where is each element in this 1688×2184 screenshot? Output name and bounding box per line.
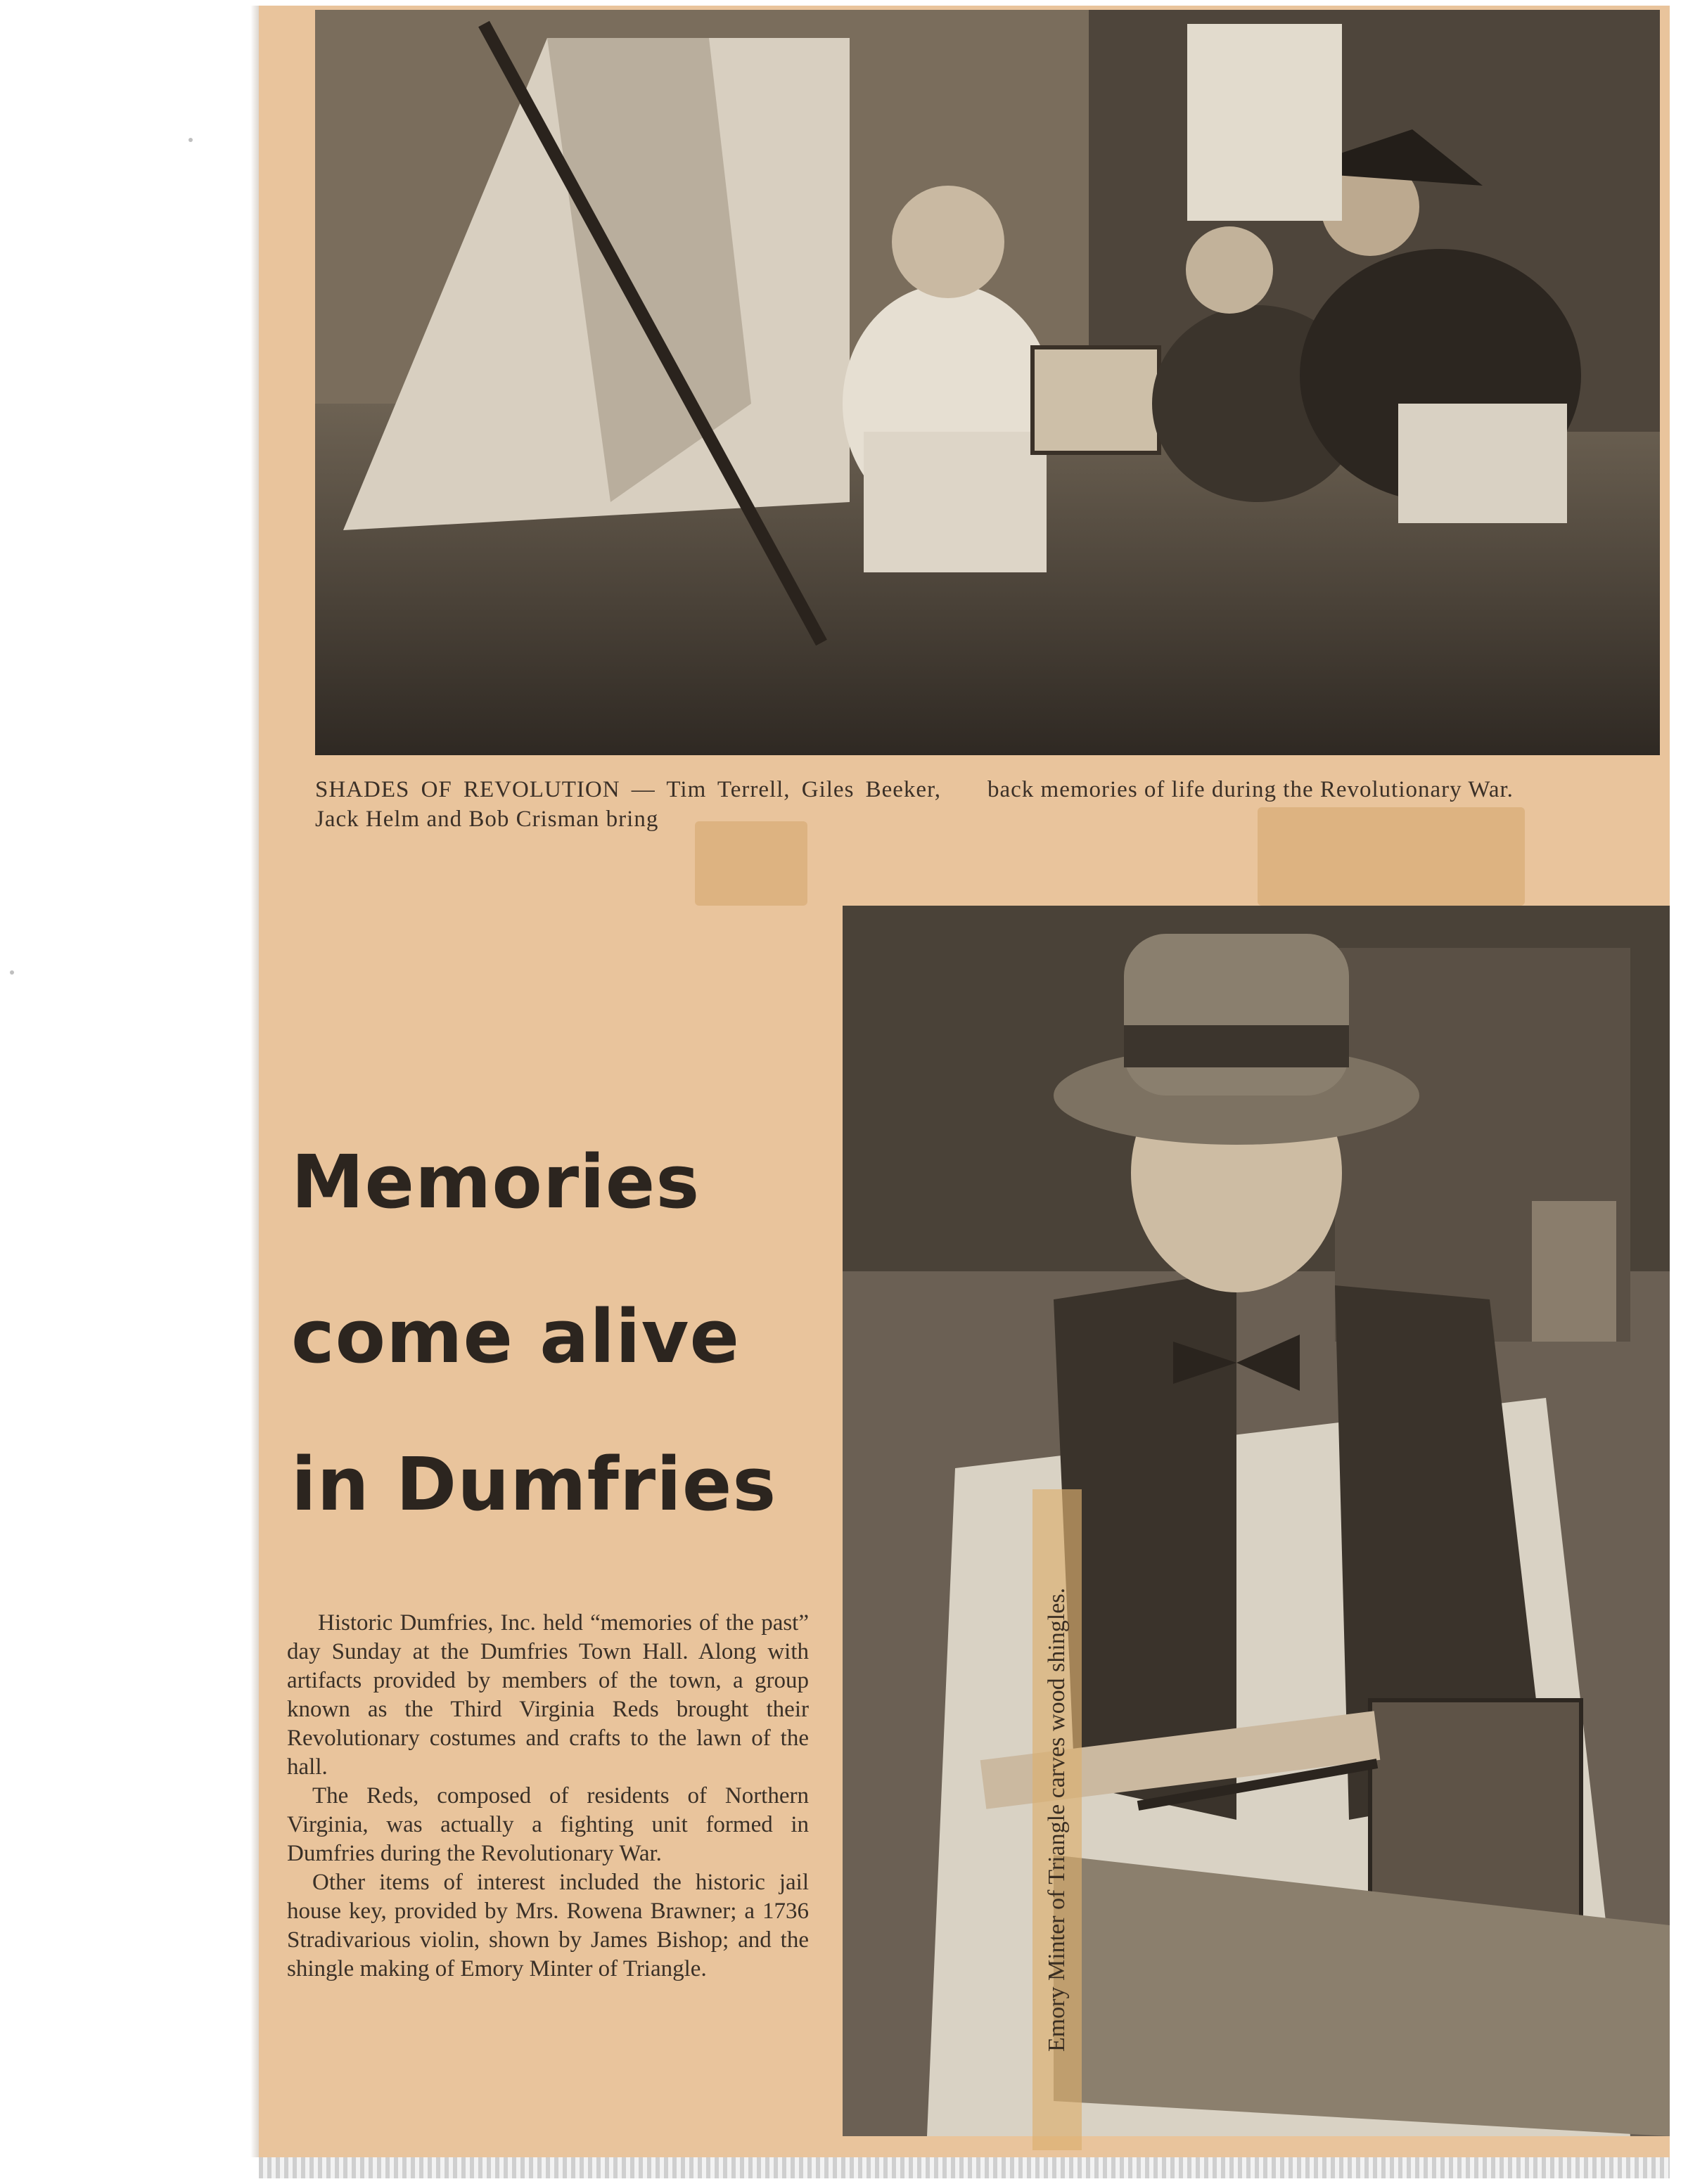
article-paragraph: The Reds, composed of residents of Northern Virginia, was actually a fighting unit formed in Dumfries during the Revolutionary War. [287,1783,809,1866]
shingle-maker-photo-image [843,906,1670,2136]
tape-stain [1258,807,1525,906]
reenactors-photo [315,10,1660,755]
margin-speck [188,138,193,142]
headline-line-1: Memories [291,1139,701,1225]
article-paragraph: Historic Dumfries, Inc. held “memories of the past” day Sunday at the Dumfries Town Hall. Along with artifacts provided by members of the town, a group known as the Third Virginia Reds brought their Revolutionary costumes and crafts to the lawn of the hall. [287,1610,809,1780]
shingle-maker-photo [843,906,1670,2136]
headline-line-3: in Dumfries [291,1441,777,1527]
reenactors-photo-image [315,10,1660,755]
margin-speck [10,970,14,975]
bottom-photo-caption-tape [1032,1489,1082,2150]
top-photo-caption-right: back memories of life during the Revolutionary War. [987,777,1514,802]
clipping-edge-shadow [250,6,259,2157]
article-body [287,1609,809,1984]
headline-line-2: come alive [291,1294,741,1380]
bottom-photo-caption: Emory Minter of Triangle carves wood shingles. [1044,1587,1070,2053]
newspaper-clipping [259,6,1670,2157]
scanner-edge [259,2157,1670,2178]
tape-stain [695,821,807,906]
article-paragraph: Other items of interest included the historic jail house key, provided by Mrs. Rowena Brawner; a 1736 Stradivarious violin, shown by James Bishop; and the shingle making of Emory Minter of Triangle. [287,1870,809,1981]
top-photo-caption-left: SHADES OF REVOLUTION — Tim Terrell, Giles Beeker, Jack Helm and Bob Crisman bring [315,777,941,832]
